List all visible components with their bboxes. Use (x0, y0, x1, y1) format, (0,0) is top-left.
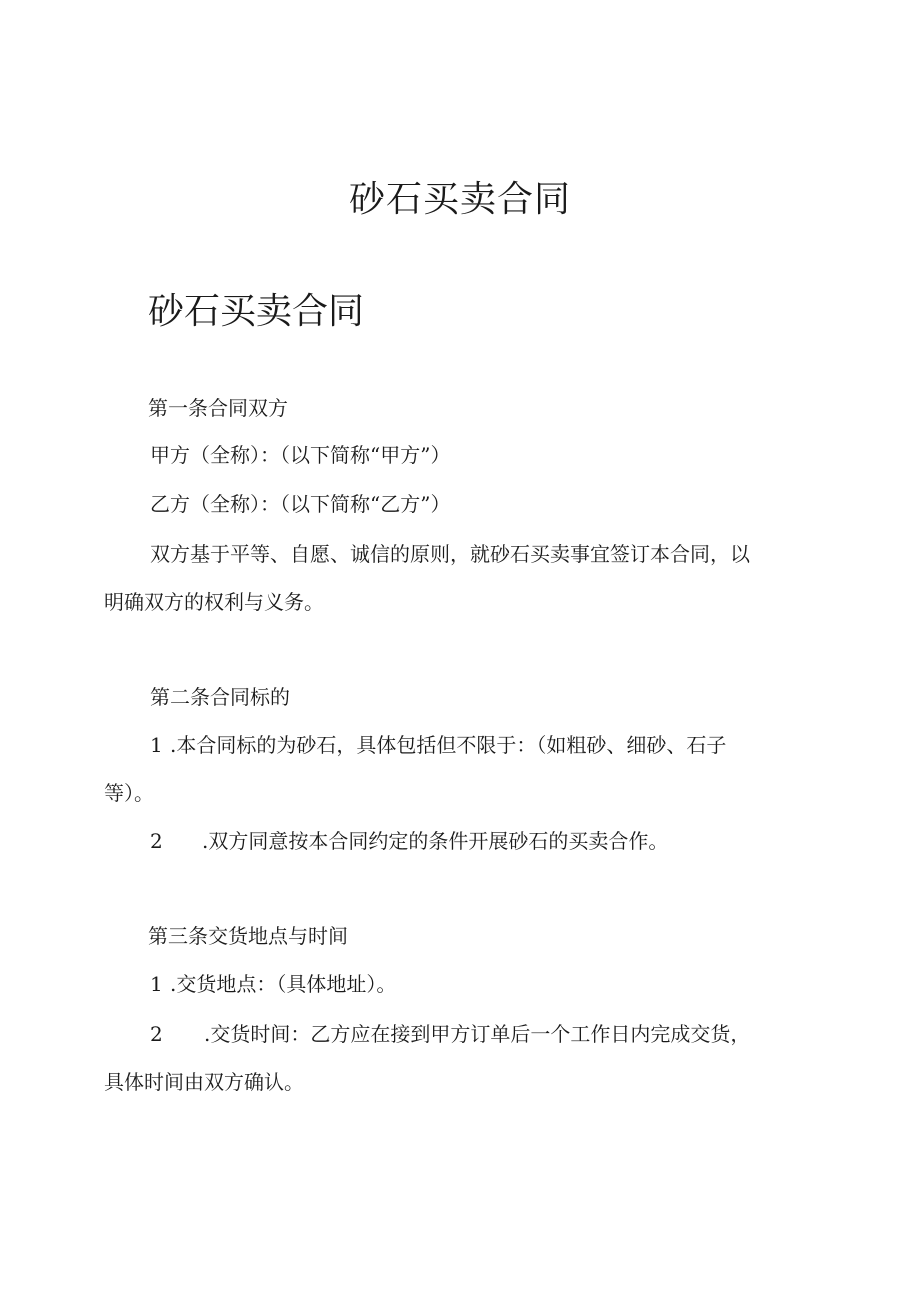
article2-item1-text: .本合同标的为砂石，具体包括但不限于：（如粗砂、细砂、石子 (170, 733, 727, 757)
article3-item2-number: 2 (150, 1022, 163, 1046)
article1-paragraph-line1: 双方基于平等、自愿、诚信的原则，就砂石买卖事宜签订本合同，以 (150, 542, 750, 566)
article2-item1-line1 (150, 731, 726, 759)
article2-item1-number: 1 (150, 733, 163, 757)
article1-heading: 第一条合同双方 (148, 396, 288, 420)
article3-heading: 第三条交货地点与时间 (148, 924, 348, 948)
article2-item2-line (150, 827, 668, 855)
document-title: 砂石买卖合同 (348, 179, 571, 220)
article3-item2-line2: 具体时间由双方确认。 (104, 1070, 304, 1094)
article2-heading: 第二条合同标的 (150, 685, 290, 709)
party-a-line: 甲方（全称）：（以下简称“甲方”） (150, 443, 451, 467)
article3-item1-text: .交货地点：（具体地址）。 (170, 972, 397, 996)
article3-item1-line (150, 970, 396, 998)
article2-item2-number: 2 (150, 829, 163, 853)
article3-item2-line1 (150, 1020, 750, 1048)
article2-item1-line2: 等）。 (104, 781, 154, 805)
article3-item2-text: .交货时间：乙方应在接到甲方订单后一个工作日内完成交货， (204, 1022, 751, 1046)
document-subtitle: 砂石买卖合同 (148, 291, 365, 332)
article1-paragraph-line2: 明确双方的权利与义务。 (104, 590, 324, 614)
article3-item1-number: 1 (150, 972, 163, 996)
party-b-line: 乙方（全称）：（以下简称“乙方”） (150, 492, 451, 516)
article2-item2-text: .双方同意按本合同约定的条件开展砂石的买卖合作。 (202, 829, 669, 853)
